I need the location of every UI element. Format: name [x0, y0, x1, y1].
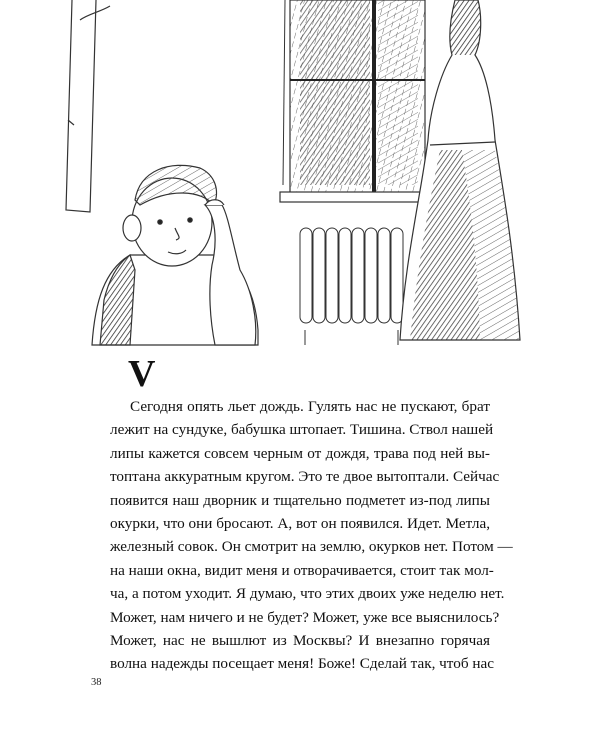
tree-trunk — [66, 0, 110, 212]
chapter-numeral: V — [128, 353, 156, 395]
text-line: Может, нам ничего и не будет? Может, уже все выяснилось? — [110, 608, 500, 626]
text-line: окурки, что они бросают. А, вот он появился. Идет. Метла, — [110, 515, 490, 533]
text-line: волна надежды посещает меня! Боже! Сделай так, чтоб нас — [110, 655, 494, 673]
text-line: лежит на сундуке, бабушка штопает. Тишина. Ствол нашей — [110, 421, 494, 439]
text-line: липы кажется совсем черным от дождя, трава под ней вы- — [110, 444, 490, 462]
text-line: железный совок. Он смотрит на землю, окурков нет. Потом — — [110, 538, 513, 556]
text-line: топтана аккуратным кругом. Это те двое вытоптали. Сейчас — [110, 468, 500, 486]
text-line: Может, нас не вышлют из Москвы? И внезапно горячая — [110, 632, 490, 650]
page-number: 38 — [91, 677, 102, 688]
radiator — [300, 228, 403, 345]
chapter-body-text — [110, 395, 513, 676]
text-line: появится наш дворник и тщательно подметет из-под липы — [110, 491, 490, 509]
boy — [92, 165, 258, 345]
text-line: Сегодня опять льет дождь. Гулять нас не пускают, брат — [130, 398, 490, 415]
text-line: ча, а потом уходит. Я думаю, что этих двоих уже неделю нет. — [110, 585, 505, 603]
text-line: на наши окна, видит меня и отворачивается, стоит так мол- — [110, 561, 494, 579]
window — [280, 0, 425, 202]
chapter-illustration — [0, 0, 600, 365]
